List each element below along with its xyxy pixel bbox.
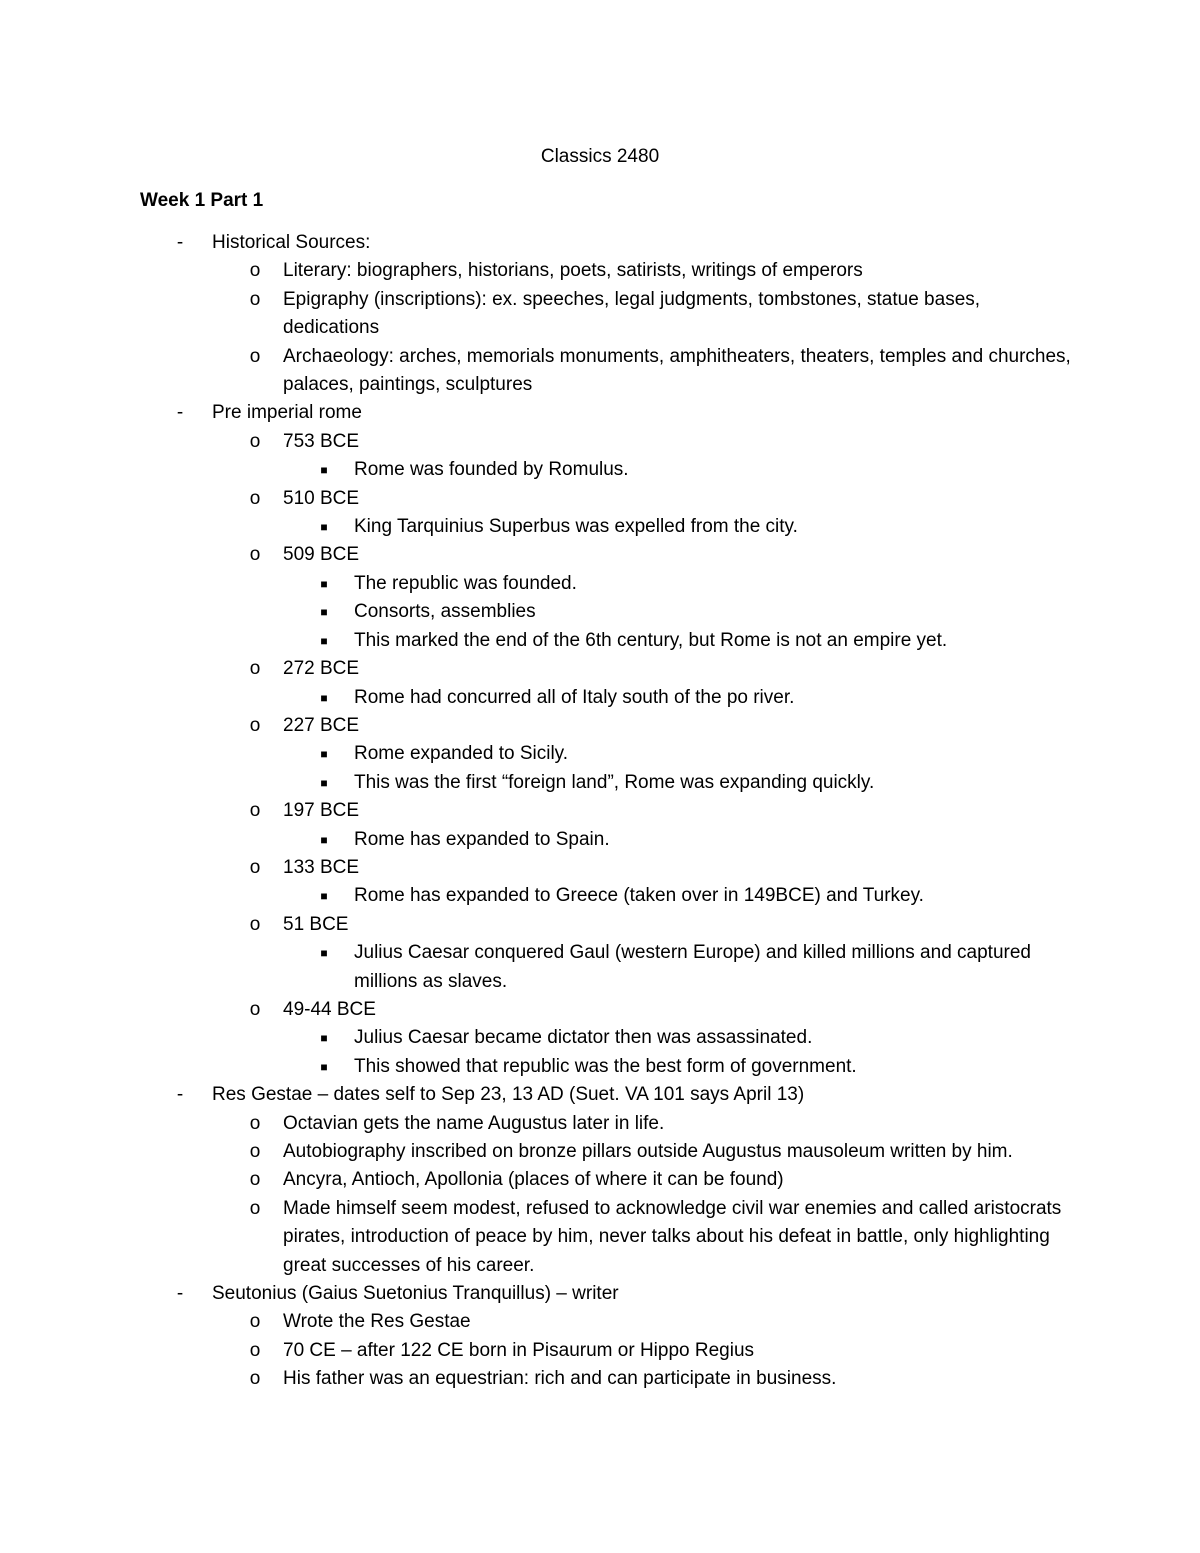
- circle-bullet: o: [249, 913, 261, 935]
- outline-item-text: Consorts, assemblies: [354, 601, 536, 623]
- outline-item-level3: [0, 740, 1200, 768]
- dash-bullet: -: [176, 1283, 184, 1305]
- circle-bullet: o: [249, 856, 261, 878]
- outline-item-level3: [0, 513, 1200, 541]
- square-bullet: ■: [320, 946, 328, 961]
- outline-item-level2: [0, 1195, 1200, 1280]
- outline-item-level3: [0, 456, 1200, 484]
- square-bullet: ■: [320, 520, 328, 535]
- square-bullet: ■: [320, 576, 328, 591]
- square-bullet: ■: [320, 690, 328, 705]
- square-bullet: ■: [320, 747, 328, 762]
- outline-item-level2: [0, 485, 1200, 513]
- outline-item-text: Julius Caesar conquered Gaul (western Europe) and killed millions and captured millions as slaves.: [354, 942, 1031, 992]
- outline-item-text: His father was an equestrian: rich and can participate in business.: [283, 1368, 837, 1390]
- outline-item-text: 227 BCE: [283, 714, 360, 736]
- outline-item-text: Autobiography inscribed on bronze pillars outside Augustus mausoleum written by him.: [283, 1141, 1013, 1162]
- outline-item-text: King Tarquinius Superbus was expelled from the city.: [354, 516, 798, 538]
- circle-bullet: o: [249, 260, 261, 282]
- outline-item-level2: [0, 1308, 1200, 1336]
- document-title: Classics 2480: [540, 146, 660, 167]
- outline-item-text: Rome expanded to Sicily.: [354, 743, 569, 765]
- circle-bullet: o: [249, 288, 261, 310]
- circle-bullet: o: [249, 345, 261, 367]
- section-heading: Week 1 Part 1: [140, 190, 264, 211]
- outline-item-text: The republic was founded.: [354, 572, 577, 594]
- outline-item-text: Rome has expanded to Greece (taken over in 149BCE) and Turkey.: [354, 885, 924, 907]
- outline-item-level3: [0, 769, 1200, 797]
- circle-bullet: o: [249, 1368, 261, 1390]
- dash-bullet: -: [176, 232, 184, 253]
- outline-item-level3: [0, 684, 1200, 712]
- circle-bullet: o: [249, 1169, 261, 1191]
- outline-item-level2: [0, 286, 1200, 343]
- outline-item-level2: [0, 911, 1200, 939]
- circle-bullet: o: [249, 1311, 261, 1333]
- circle-bullet: o: [249, 800, 261, 822]
- outline-item-level2: [0, 797, 1200, 825]
- circle-bullet: o: [249, 714, 261, 736]
- dash-bullet: -: [176, 1084, 184, 1106]
- square-bullet: ■: [320, 463, 328, 478]
- outline-item-level2: [0, 1365, 1200, 1393]
- circle-bullet: o: [249, 430, 261, 452]
- outline-item-level3: [0, 882, 1200, 910]
- outline-item-text: Rome was founded by Romulus.: [354, 459, 629, 481]
- outline-item-text: 753 BCE: [283, 430, 360, 452]
- circle-bullet: o: [249, 544, 261, 566]
- outline-item-text: Octavian gets the name Augustus later in life.: [283, 1112, 665, 1134]
- outline-item-level1: [0, 1081, 1200, 1109]
- outline-item-level3: [0, 627, 1200, 655]
- square-bullet: ■: [320, 775, 328, 790]
- circle-bullet: o: [249, 1339, 261, 1361]
- outline-item-level2: [0, 541, 1200, 569]
- outline-item-level3: [0, 826, 1200, 854]
- circle-bullet: o: [249, 1197, 261, 1219]
- square-bullet: ■: [320, 633, 328, 648]
- square-bullet: ■: [320, 832, 328, 847]
- outline-item-text: 133 BCE: [283, 856, 360, 878]
- outline-item-level1: [0, 1280, 1200, 1308]
- outline-item-level3: [0, 1053, 1200, 1081]
- outline-item-text: This was the first “foreign land”, Rome was expanding quickly.: [354, 771, 875, 793]
- outline-item-text: Archaeology: arches, memorials monuments, amphitheaters, theaters, temples and churches, palaces, paintings, sculptures: [283, 345, 1071, 396]
- outline-item-level3: [0, 570, 1200, 598]
- outline-item-text: Seutonius (Gaius Suetonius Tranquillus) – writer: [212, 1283, 619, 1305]
- circle-bullet: o: [249, 998, 261, 1020]
- outline-item-text: 49-44 BCE: [283, 998, 376, 1020]
- outline-item-text: 509 BCE: [283, 544, 360, 566]
- outline-item-level1: [0, 399, 1200, 427]
- square-bullet: ■: [320, 605, 328, 620]
- outline-item-text: Historical Sources:: [212, 232, 371, 253]
- outline-item-level2: [0, 1337, 1200, 1365]
- notes-outline: [0, 229, 1200, 1394]
- outline-item-text: Wrote the Res Gestae: [283, 1311, 471, 1333]
- outline-item-text: Julius Caesar became dictator then was assassinated.: [354, 1027, 813, 1049]
- square-bullet: ■: [320, 1059, 328, 1074]
- outline-item-level2: [0, 655, 1200, 683]
- outline-item-text: 197 BCE: [283, 800, 360, 822]
- outline-item-level2: [0, 996, 1200, 1024]
- outline-item-level2: [0, 1138, 1200, 1166]
- outline-item-text: Ancyra, Antioch, Apollonia (places of where it can be found): [283, 1169, 784, 1191]
- circle-bullet: o: [249, 1112, 261, 1134]
- outline-item-level3: [0, 1024, 1200, 1052]
- circle-bullet: o: [249, 658, 261, 680]
- outline-item-level2: [0, 1110, 1200, 1138]
- outline-item-text: Literary: biographers, historians, poets, satirists, writings of emperors: [283, 260, 863, 282]
- outline-item-level2: [0, 1166, 1200, 1194]
- outline-item-text: Made himself seem modest, refused to acknowledge civil war enemies and called aristocrats pirates, introduction of peace by him, never talks about his defeat in battle, only highlighting great successes of his career.: [283, 1197, 1062, 1276]
- outline-item-level2: [0, 257, 1200, 285]
- square-bullet: ■: [320, 1031, 328, 1046]
- outline-item-level3: [0, 939, 1200, 996]
- outline-item-level2: [0, 854, 1200, 882]
- outline-item-level1: [0, 229, 1200, 257]
- outline-item-text: 510 BCE: [283, 487, 360, 509]
- outline-item-text: 272 BCE: [283, 658, 360, 680]
- square-bullet: ■: [320, 889, 328, 904]
- outline-item-text: Res Gestae – dates self to Sep 23, 13 AD (Suet. VA 101 says April 13): [212, 1084, 805, 1106]
- outline-item-text: Rome has expanded to Spain.: [354, 828, 610, 850]
- outline-item-level3: [0, 598, 1200, 626]
- outline-item-text: Pre imperial rome: [212, 402, 362, 424]
- outline-item-text: 51 BCE: [283, 913, 349, 935]
- outline-item-level2: [0, 712, 1200, 740]
- outline-item-text: Epigraphy (inscriptions): ex. speeches, legal judgments, tombstones, statue bases, dedications: [283, 288, 981, 339]
- outline-item-text: This marked the end of the 6th century, but Rome is not an empire yet.: [354, 629, 948, 651]
- outline-item-level2: [0, 343, 1200, 400]
- outline-item-level2: [0, 428, 1200, 456]
- circle-bullet: o: [249, 487, 261, 509]
- outline-item-text: This showed that republic was the best form of government.: [354, 1055, 857, 1077]
- dash-bullet: -: [176, 402, 184, 424]
- outline-item-text: 70 CE – after 122 CE born in Pisaurum or Hippo Regius: [283, 1339, 755, 1361]
- circle-bullet: o: [249, 1141, 261, 1162]
- outline-item-text: Rome had concurred all of Italy south of the po river.: [354, 686, 795, 708]
